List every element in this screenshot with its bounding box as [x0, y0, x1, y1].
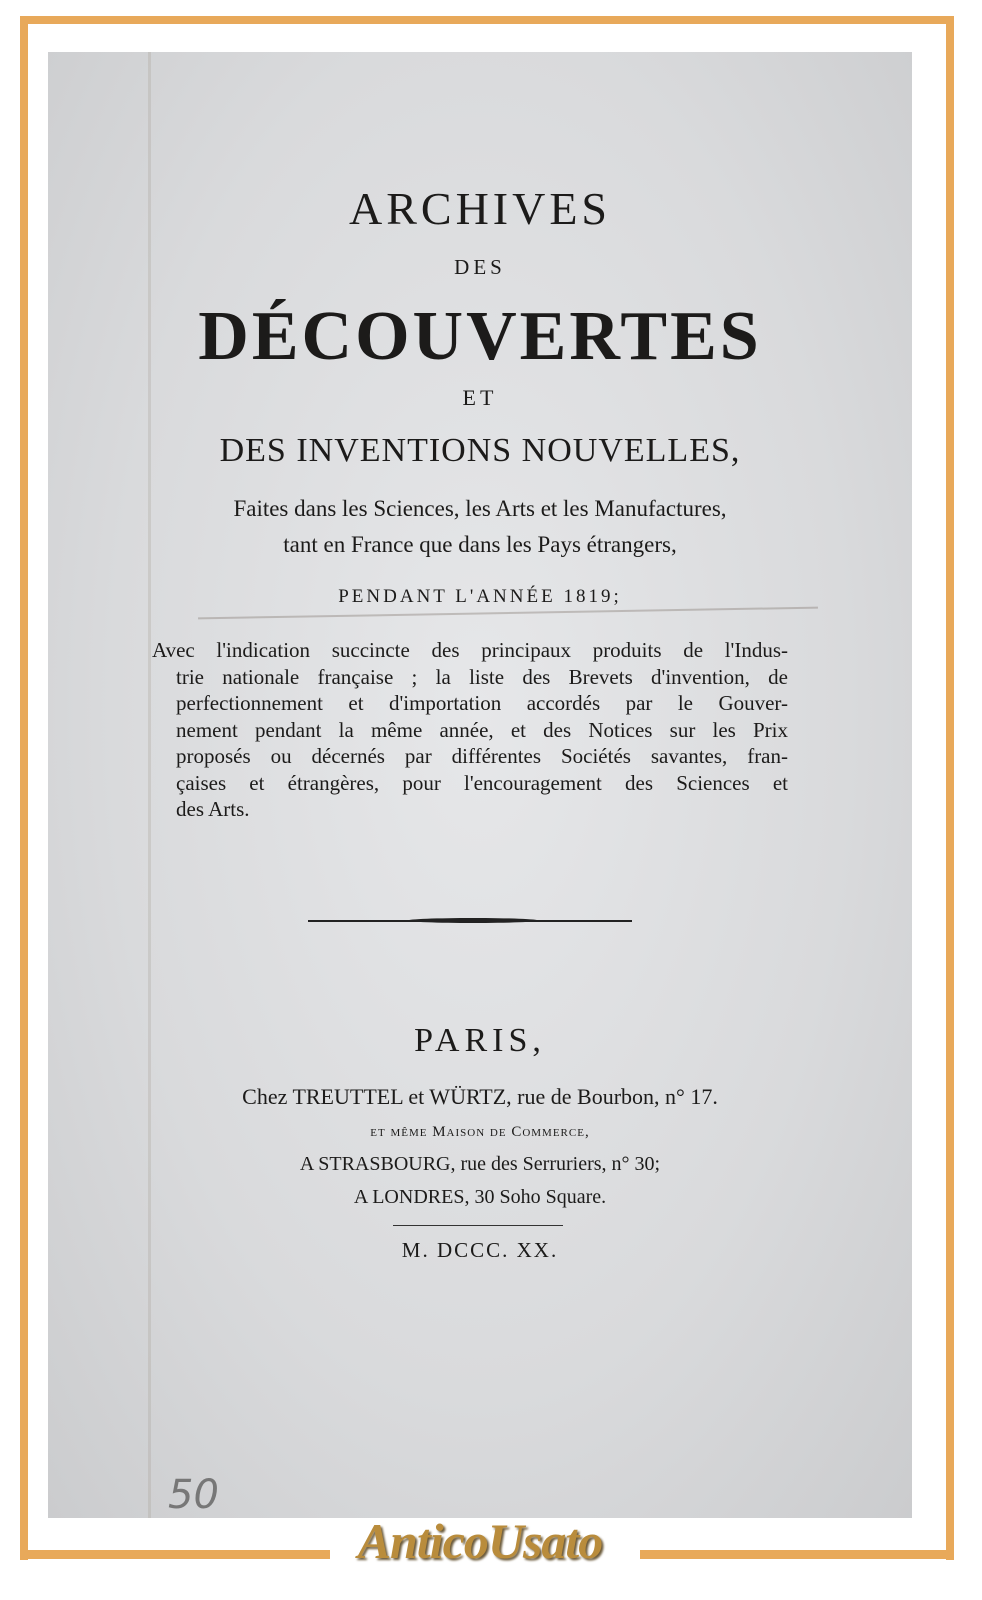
- title-et: ET: [462, 385, 498, 410]
- paragraph-line: çaises et étrangères, pour l'encouragement des Sciences et: [176, 770, 788, 795]
- paragraph-line: perfectionnement et d'importation accordés par le Gouver-: [176, 691, 788, 715]
- subtitle-line-2: tant en France que dans les Pays étrangers,: [283, 532, 677, 557]
- title-des: DES: [454, 255, 506, 279]
- paper-tear: [198, 607, 818, 620]
- title-inventions: DES INVENTIONS NOUVELLES,: [219, 432, 741, 469]
- title-decouvertes: DÉCOUVERTES: [198, 298, 762, 375]
- paragraph-line: trie nationale française ; la liste des Brevets d'invention, de: [176, 664, 788, 689]
- title-archives: ARCHIVES: [348, 183, 612, 234]
- subtitle-year: PENDANT L'ANNÉE 1819;: [338, 586, 622, 607]
- imprint-year: M. DCCC. XX.: [401, 1238, 559, 1262]
- frame-bottom-left: [20, 1550, 330, 1559]
- ornamental-rule: [308, 920, 632, 922]
- paragraph-line: nement pendant la même année, et des Notices sur les Prix: [176, 717, 788, 742]
- title-page-photo: [48, 52, 912, 1518]
- anticousato-logo: AnticoUsato: [357, 1513, 603, 1569]
- description-paragraph: [152, 637, 788, 823]
- imprint-publisher: Chez TREUTTEL et WÜRTZ, rue de Bourbon, n° 17.: [242, 1084, 718, 1109]
- handwritten-number: 50: [168, 1472, 219, 1518]
- imprint-strasbourg: A STRASBOURG, rue des Serruriers, n° 30;: [299, 1153, 661, 1175]
- imprint-same-house: et même Maison de Commerce,: [370, 1124, 590, 1140]
- paragraph-line: Avec l'indication succincte des principaux produits de l'Indus-: [152, 638, 788, 662]
- frame-bottom-right: [640, 1550, 946, 1559]
- paragraph-line: proposés ou décernés par différentes Sociétés savantes, fran-: [176, 744, 788, 768]
- imprint-city: PARIS,: [414, 1022, 546, 1059]
- paragraph-line: des Arts.: [176, 797, 250, 821]
- short-rule: [393, 1225, 563, 1226]
- imprint-london: A LONDRES, 30 Soho Square.: [353, 1186, 607, 1208]
- subtitle-line-1: Faites dans les Sciences, les Arts et les Manufactures,: [233, 496, 727, 521]
